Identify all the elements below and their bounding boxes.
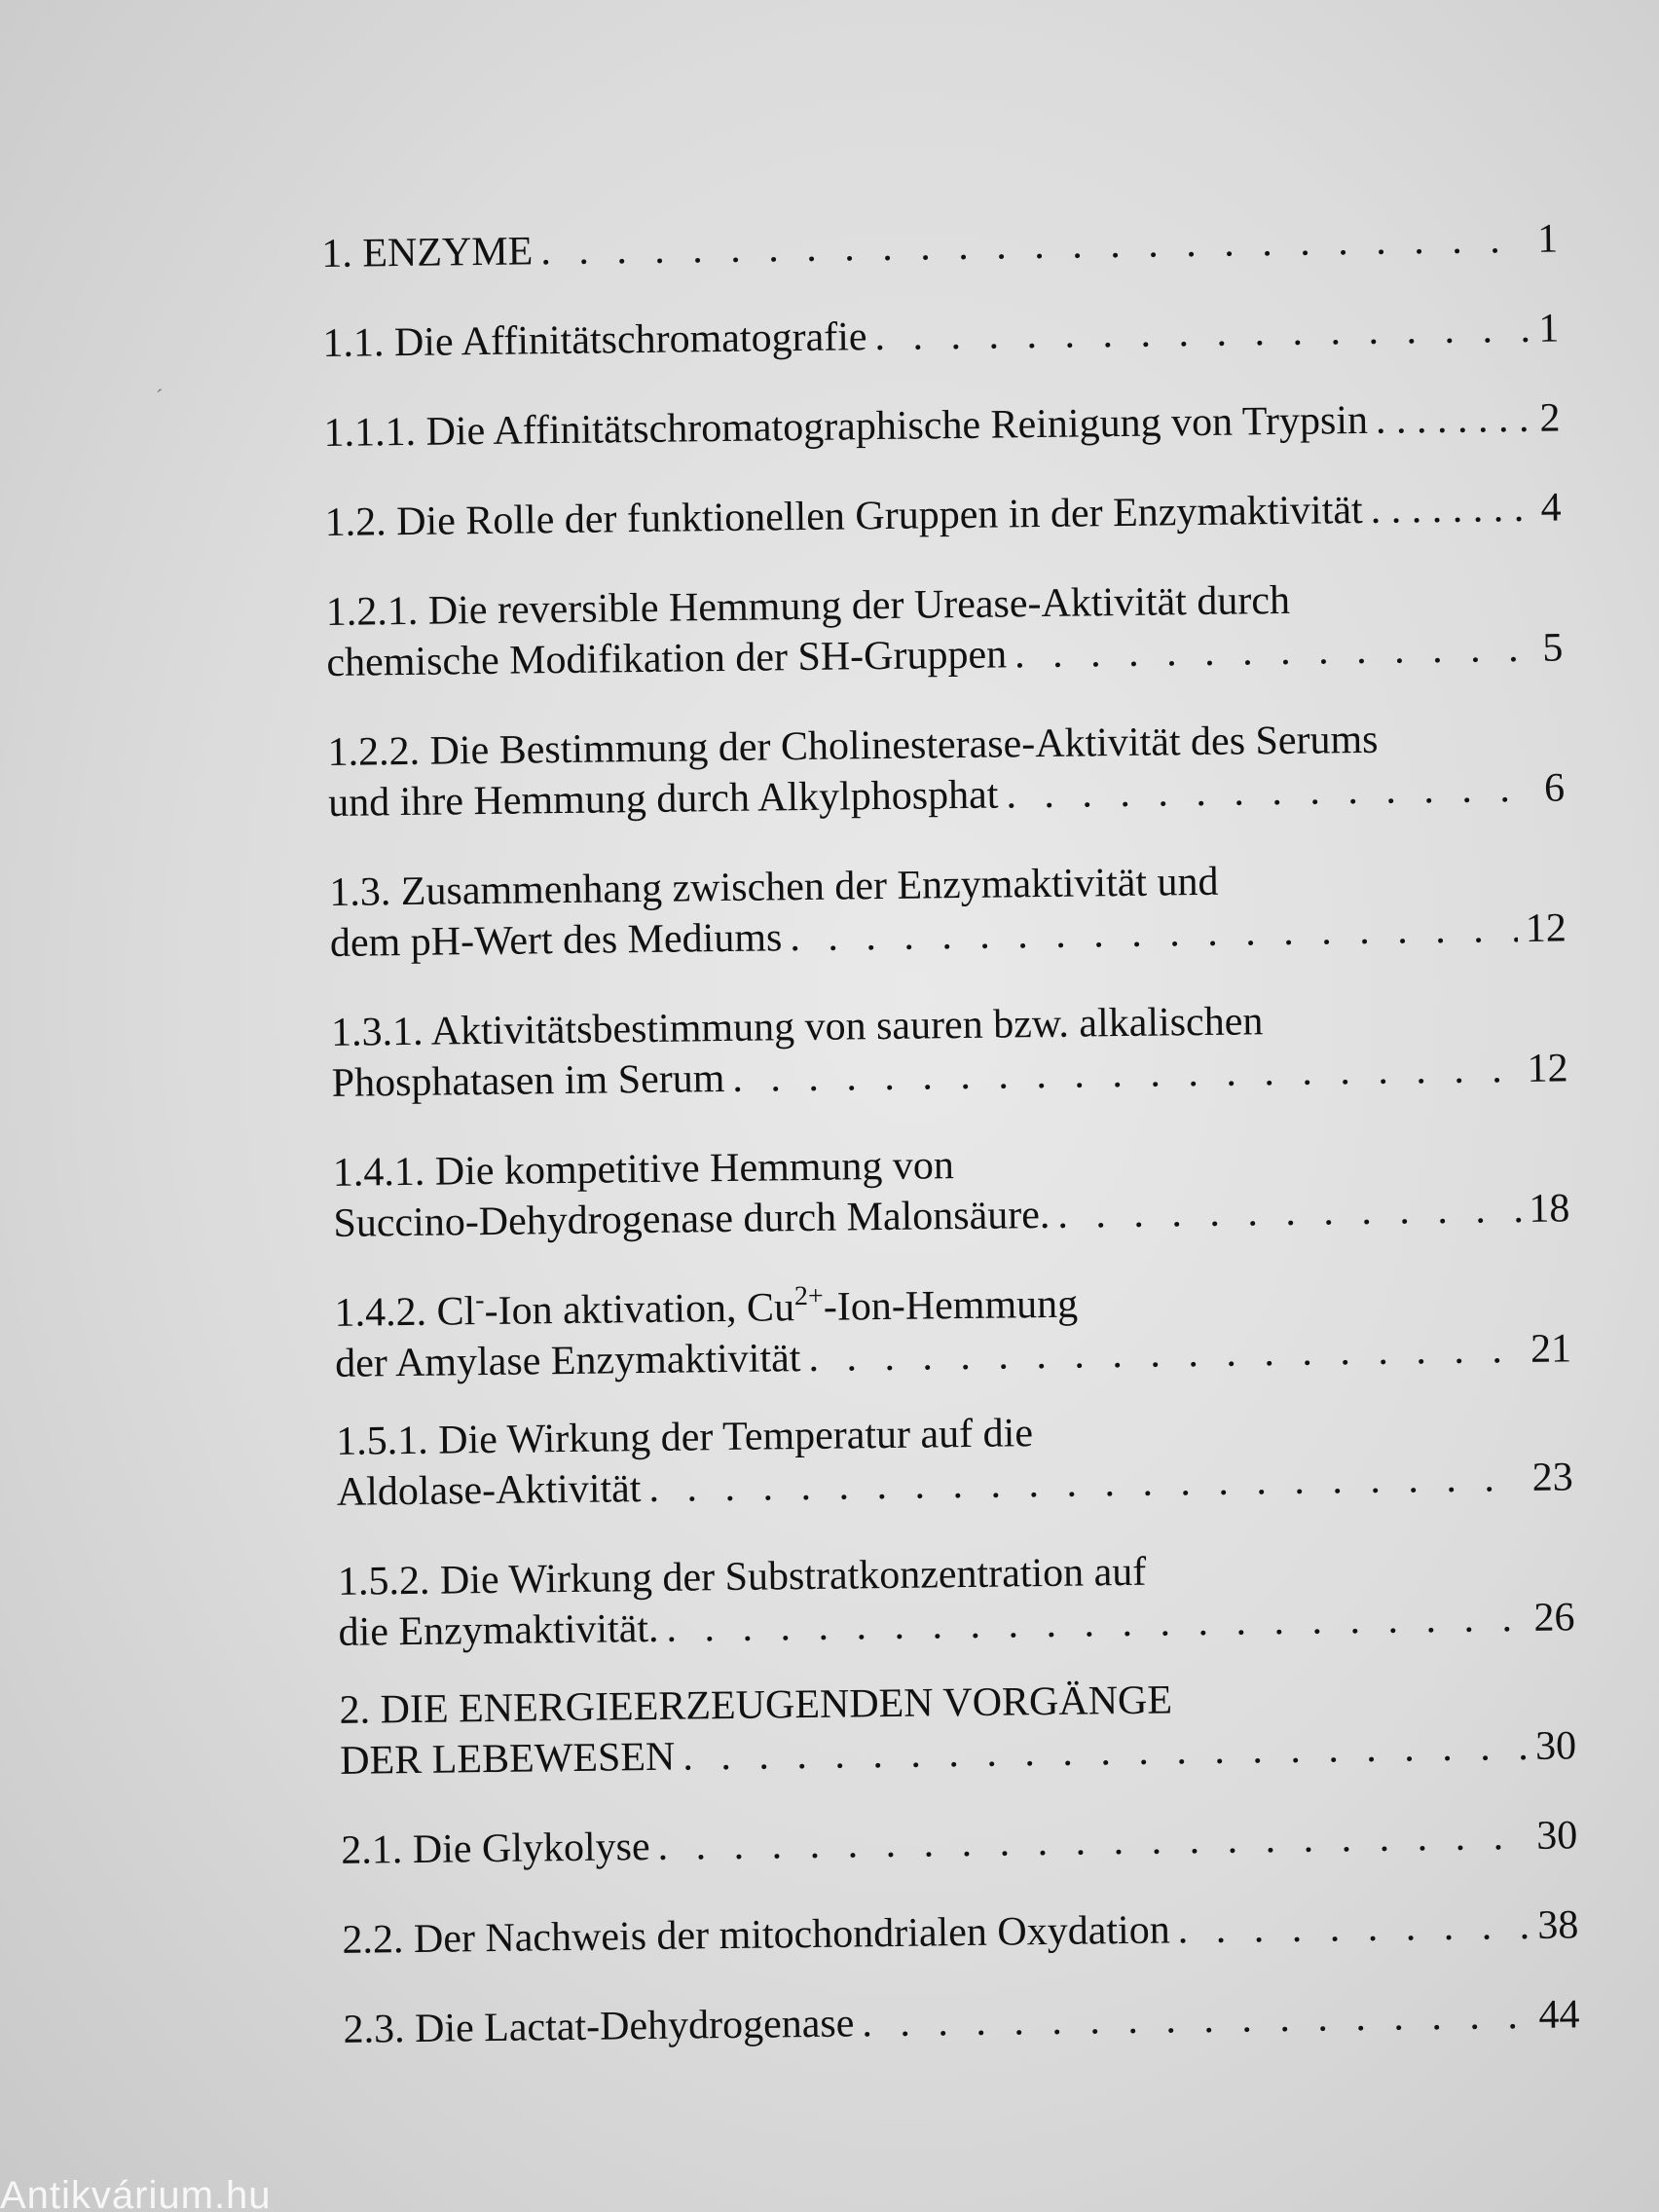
toc-entry <box>334 1272 1571 1389</box>
leader-dots <box>682 1721 1528 1783</box>
leader-dots <box>1376 393 1532 446</box>
toc-entry-title <box>334 1279 1078 1339</box>
toc-entry-title-continued: dem pH-Wert des Mediums <box>329 915 783 966</box>
toc-entry-title-continued: DER LEBEWESEN <box>339 1734 676 1784</box>
leader-dots <box>808 1324 1523 1383</box>
superscript-charge: 2+ <box>793 1280 824 1312</box>
toc-entry <box>325 571 1563 688</box>
toc-page-number: 26 <box>1533 1595 1575 1641</box>
leader-dots <box>666 1593 1527 1654</box>
superscript-minus: - <box>474 1285 485 1316</box>
toc-entry-title: 1.5.2. Die Wirkung der Substratkonzentration auf <box>337 1549 1147 1604</box>
toc-page-number: 2 <box>1539 395 1561 441</box>
toc-entry <box>321 213 1559 279</box>
leader-dots <box>648 1453 1525 1514</box>
toc-entry <box>331 992 1568 1109</box>
toc-entry <box>324 482 1562 548</box>
toc-entry-title: 1.2. Die Rolle der funktionellen Gruppen in der Enzymaktivität <box>324 487 1363 545</box>
leader-dots <box>862 1990 1531 2048</box>
watermark-text: Antikvárium.hu <box>0 2174 272 2212</box>
toc-entry-title: 1.3.1. Aktivitätsbestimmung von sauren bzw. alkalischen <box>330 999 1264 1055</box>
toc-page-number: 4 <box>1540 485 1562 531</box>
toc-entry-title-continued: Aldolase-Aktivität <box>336 1466 642 1515</box>
toc-entry-title: 1.4.1. Die kompetitive Hemmung von <box>332 1143 955 1196</box>
toc-page-number: 12 <box>1527 1046 1568 1091</box>
toc-entry <box>339 1670 1576 1787</box>
toc-entry-title: 2.2. Der Nachweis der mitochondrialen Oxydation <box>342 1907 1170 1963</box>
toc-entry-title: 1.5.1. Die Wirkung der Temperatur auf die <box>335 1411 1034 1464</box>
toc-entry-title-continued: Phosphatasen im Serum <box>331 1056 725 1106</box>
toc-entry-title: 1.2.1. Die reversible Hemmung der Urease-Aktivität durch <box>325 577 1291 635</box>
toc-entry <box>342 1899 1579 1966</box>
toc-page-number: 1 <box>1536 216 1559 262</box>
toc-entry-title: 1.2.2. Die Bestimmung der Cholinesterase-Aktivität des Serums <box>327 717 1379 775</box>
toc-entry <box>329 852 1567 969</box>
paper-speck: ´ <box>156 385 164 409</box>
toc-entry-title-continued: Succino-Dehydrogenase durch Malonsäure. <box>333 1192 1051 1246</box>
toc-entry-title-continued: chemische Modifikation der SH-Gruppen <box>326 632 1008 685</box>
leader-dots <box>1006 763 1536 821</box>
title-part: 1.4.2. Cl <box>334 1289 476 1336</box>
leader-dots <box>540 214 1530 276</box>
toc-entry-title-continued: und ihre Hemmung durch Alkylphosphat <box>327 772 999 826</box>
toc-entry-title: 2.1. Die Glykolyse <box>341 1825 650 1873</box>
toc-page-number: 6 <box>1543 765 1566 811</box>
toc-entry-title-continued: der Amylase Enzymaktivität <box>334 1336 801 1386</box>
leader-dots <box>1370 483 1533 535</box>
toc-entry-title: 1.3. Zusammenhang zwischen der Enzymaktivität und <box>329 859 1219 915</box>
toc-page-number: 30 <box>1535 1813 1578 1859</box>
toc-entry-title: 2.3. Die Lactat-Dehydrogenase <box>343 2001 855 2052</box>
toc-page-number: 18 <box>1529 1186 1570 1232</box>
toc-page-number: 38 <box>1537 1902 1579 1948</box>
toc-entry-title: 1.1. Die Affinitätschromatografie <box>322 314 867 366</box>
title-part: -Ion-Hemmung <box>823 1281 1079 1330</box>
toc-entry <box>338 1541 1575 1658</box>
toc-entry <box>333 1132 1570 1249</box>
table-of-contents <box>321 213 1580 2054</box>
toc-entry-title: 1. ENZYME <box>321 229 534 276</box>
leader-dots <box>657 1811 1529 1872</box>
toc-entry-title: 2. DIE ENERGIEERZEUGENDEN VORGÄNGE <box>339 1677 1173 1733</box>
leader-dots <box>1177 1900 1530 1955</box>
toc-entry <box>341 1810 1578 1876</box>
toc-entry-title-continued: die Enzymaktivität. <box>338 1605 659 1655</box>
toc-entry-title: 1.1.1. Die Affinitätschromatographische Reinigung von Trypsin <box>323 397 1369 456</box>
toc-page-number: 12 <box>1525 905 1567 951</box>
leader-dots <box>874 304 1531 362</box>
leader-dots <box>1014 623 1535 681</box>
toc-page-number: 23 <box>1531 1455 1574 1500</box>
leader-dots <box>732 1044 1520 1104</box>
leader-dots <box>1057 1184 1522 1240</box>
toc-page-number: 1 <box>1538 306 1560 351</box>
toc-page-number: 30 <box>1534 1723 1577 1769</box>
toc-entry <box>322 303 1560 369</box>
toc-entry <box>323 392 1561 459</box>
toc-page-number: 21 <box>1530 1326 1572 1372</box>
toc-entry <box>327 712 1565 829</box>
toc-page-number: 44 <box>1538 1992 1580 2038</box>
title-part: -Ion aktivation, Cu <box>484 1285 795 1335</box>
toc-entry <box>336 1401 1573 1518</box>
toc-entry <box>343 1989 1580 2055</box>
leader-dots <box>790 903 1518 963</box>
toc-page-number: 5 <box>1542 625 1564 671</box>
